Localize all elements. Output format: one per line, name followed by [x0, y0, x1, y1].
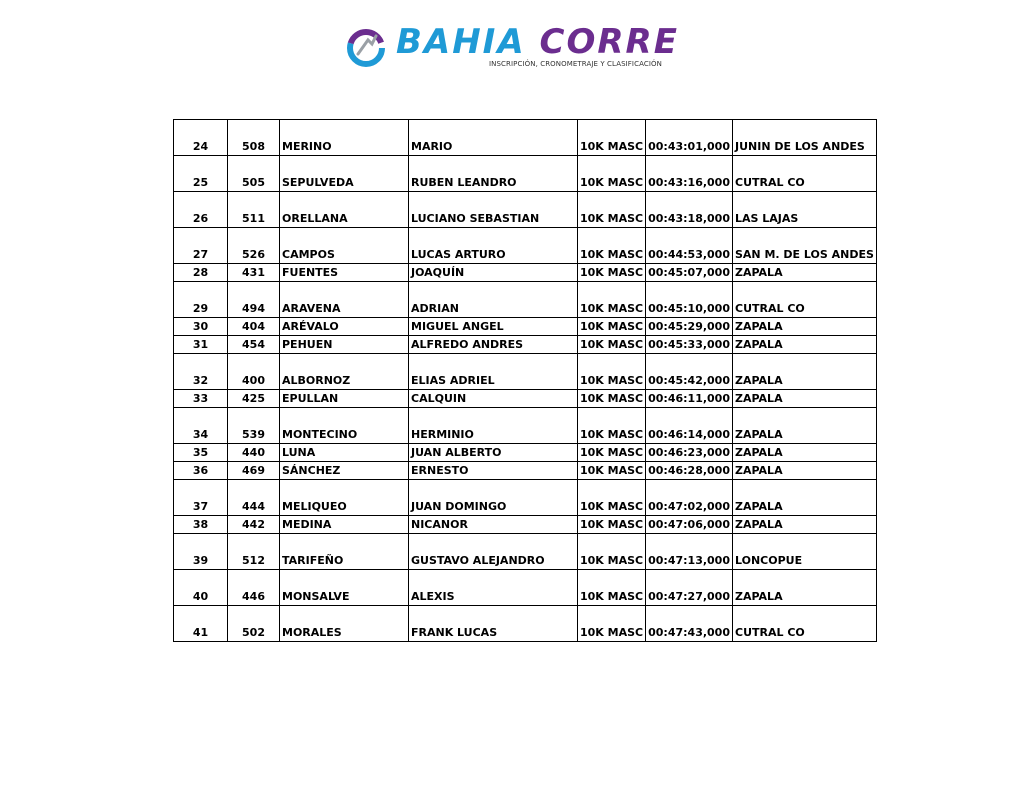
position-cell: 27 — [174, 228, 228, 264]
position-cell: 33 — [174, 390, 228, 408]
position-cell: 38 — [174, 516, 228, 534]
bib-number-cell: 431 — [228, 264, 280, 282]
bib-number-cell: 446 — [228, 570, 280, 606]
first-name-cell: NICANOR — [409, 516, 578, 534]
bib-number-cell: 511 — [228, 192, 280, 228]
finish-time-cell: 00:47:43,000 — [646, 606, 733, 642]
position-cell: 39 — [174, 534, 228, 570]
category-cell: 10K MASC — [578, 336, 646, 354]
bib-number-cell: 502 — [228, 606, 280, 642]
position-cell: 26 — [174, 192, 228, 228]
city-cell: CUTRAL CO — [733, 282, 877, 318]
first-name-cell: RUBEN LEANDRO — [409, 156, 578, 192]
surname-cell: MERINO — [280, 120, 409, 156]
bib-number-cell: 539 — [228, 408, 280, 444]
logo-word-bahia: BAHIA — [396, 22, 526, 62]
category-cell: 10K MASC — [578, 390, 646, 408]
position-cell: 40 — [174, 570, 228, 606]
first-name-cell: ELIAS ADRIEL — [409, 354, 578, 390]
category-cell: 10K MASC — [578, 606, 646, 642]
table-row — [174, 516, 877, 534]
bib-number-cell: 526 — [228, 228, 280, 264]
surname-cell: SÁNCHEZ — [280, 462, 409, 480]
city-cell: ZAPALA — [733, 462, 877, 480]
finish-time-cell: 00:45:07,000 — [646, 264, 733, 282]
surname-cell: ALBORNOZ — [280, 354, 409, 390]
city-cell: ZAPALA — [733, 354, 877, 390]
city-cell: LONCOPUE — [733, 534, 877, 570]
category-cell: 10K MASC — [578, 516, 646, 534]
category-cell: 10K MASC — [578, 534, 646, 570]
category-cell: 10K MASC — [578, 570, 646, 606]
bib-number-cell: 469 — [228, 462, 280, 480]
first-name-cell: JUAN DOMINGO — [409, 480, 578, 516]
finish-time-cell: 00:47:13,000 — [646, 534, 733, 570]
position-cell: 35 — [174, 444, 228, 462]
brand-logo — [346, 24, 680, 72]
category-cell: 10K MASC — [578, 480, 646, 516]
position-cell: 32 — [174, 354, 228, 390]
city-cell: SAN M. DE LOS ANDES — [733, 228, 877, 264]
surname-cell: ARÉVALO — [280, 318, 409, 336]
surname-cell: MEDINA — [280, 516, 409, 534]
city-cell: ZAPALA — [733, 516, 877, 534]
table-row — [174, 390, 877, 408]
finish-time-cell: 00:46:23,000 — [646, 444, 733, 462]
city-cell: CUTRAL CO — [733, 156, 877, 192]
first-name-cell: JOAQUÍN — [409, 264, 578, 282]
bib-number-cell: 494 — [228, 282, 280, 318]
city-cell: ZAPALA — [733, 336, 877, 354]
table-row — [174, 408, 877, 444]
results-table — [173, 119, 877, 642]
surname-cell: LUNA — [280, 444, 409, 462]
first-name-cell: LUCIANO SEBASTIAN — [409, 192, 578, 228]
table-row — [174, 444, 877, 462]
table-row — [174, 570, 877, 606]
first-name-cell: JUAN ALBERTO — [409, 444, 578, 462]
table-row — [174, 282, 877, 318]
bib-number-cell: 404 — [228, 318, 280, 336]
table-row — [174, 480, 877, 516]
category-cell: 10K MASC — [578, 192, 646, 228]
first-name-cell: ALEXIS — [409, 570, 578, 606]
first-name-cell: ERNESTO — [409, 462, 578, 480]
category-cell: 10K MASC — [578, 156, 646, 192]
city-cell: CUTRAL CO — [733, 606, 877, 642]
first-name-cell: ADRIAN — [409, 282, 578, 318]
category-cell: 10K MASC — [578, 282, 646, 318]
city-cell: ZAPALA — [733, 444, 877, 462]
table-row — [174, 120, 877, 156]
bib-number-cell: 425 — [228, 390, 280, 408]
first-name-cell: GUSTAVO ALEJANDRO — [409, 534, 578, 570]
position-cell: 34 — [174, 408, 228, 444]
finish-time-cell: 00:45:10,000 — [646, 282, 733, 318]
city-cell: ZAPALA — [733, 264, 877, 282]
table-row — [174, 336, 877, 354]
table-row — [174, 156, 877, 192]
finish-time-cell: 00:45:29,000 — [646, 318, 733, 336]
first-name-cell: HERMINIO — [409, 408, 578, 444]
surname-cell: EPULLAN — [280, 390, 409, 408]
city-cell: ZAPALA — [733, 480, 877, 516]
city-cell: ZAPALA — [733, 318, 877, 336]
position-cell: 41 — [174, 606, 228, 642]
category-cell: 10K MASC — [578, 408, 646, 444]
surname-cell: MONSALVE — [280, 570, 409, 606]
finish-time-cell: 00:46:14,000 — [646, 408, 733, 444]
position-cell: 28 — [174, 264, 228, 282]
bib-number-cell: 400 — [228, 354, 280, 390]
surname-cell: MONTECINO — [280, 408, 409, 444]
first-name-cell: ALFREDO ANDRES — [409, 336, 578, 354]
surname-cell: ORELLANA — [280, 192, 409, 228]
finish-time-cell: 00:46:11,000 — [646, 390, 733, 408]
table-row — [174, 462, 877, 480]
first-name-cell: FRANK LUCAS — [409, 606, 578, 642]
finish-time-cell: 00:44:53,000 — [646, 228, 733, 264]
finish-time-cell: 00:47:27,000 — [646, 570, 733, 606]
first-name-cell: MARIO — [409, 120, 578, 156]
city-cell: LAS LAJAS — [733, 192, 877, 228]
runner-swirl-icon — [346, 28, 386, 68]
surname-cell: ARAVENA — [280, 282, 409, 318]
finish-time-cell: 00:46:28,000 — [646, 462, 733, 480]
category-cell: 10K MASC — [578, 264, 646, 282]
position-cell: 37 — [174, 480, 228, 516]
first-name-cell: CALQUIN — [409, 390, 578, 408]
table-row — [174, 228, 877, 264]
city-cell: ZAPALA — [733, 570, 877, 606]
category-cell: 10K MASC — [578, 444, 646, 462]
position-cell: 30 — [174, 318, 228, 336]
bib-number-cell: 454 — [228, 336, 280, 354]
bib-number-cell: 512 — [228, 534, 280, 570]
city-cell: JUNIN DE LOS ANDES — [733, 120, 877, 156]
position-cell: 24 — [174, 120, 228, 156]
bib-number-cell: 440 — [228, 444, 280, 462]
first-name-cell: LUCAS ARTURO — [409, 228, 578, 264]
bib-number-cell: 442 — [228, 516, 280, 534]
city-cell: ZAPALA — [733, 390, 877, 408]
surname-cell: SEPULVEDA — [280, 156, 409, 192]
surname-cell: FUENTES — [280, 264, 409, 282]
bib-number-cell: 508 — [228, 120, 280, 156]
finish-time-cell: 00:45:42,000 — [646, 354, 733, 390]
surname-cell: MELIQUEO — [280, 480, 409, 516]
category-cell: 10K MASC — [578, 318, 646, 336]
city-cell: ZAPALA — [733, 408, 877, 444]
position-cell: 25 — [174, 156, 228, 192]
first-name-cell: MIGUEL ANGEL — [409, 318, 578, 336]
surname-cell: PEHUEN — [280, 336, 409, 354]
finish-time-cell: 00:43:18,000 — [646, 192, 733, 228]
table-row — [174, 192, 877, 228]
surname-cell: MORALES — [280, 606, 409, 642]
finish-time-cell: 00:47:02,000 — [646, 480, 733, 516]
category-cell: 10K MASC — [578, 354, 646, 390]
bib-number-cell: 505 — [228, 156, 280, 192]
category-cell: 10K MASC — [578, 228, 646, 264]
logo-title — [396, 22, 679, 62]
position-cell: 31 — [174, 336, 228, 354]
position-cell: 29 — [174, 282, 228, 318]
logo-subtitle: INSCRIPCIÓN, CRONOMETRAJE Y CLASIFICACIÓN — [489, 60, 662, 68]
table-row — [174, 606, 877, 642]
finish-time-cell: 00:47:06,000 — [646, 516, 733, 534]
results-body — [174, 120, 877, 642]
table-row — [174, 318, 877, 336]
bib-number-cell: 444 — [228, 480, 280, 516]
table-row — [174, 264, 877, 282]
position-cell: 36 — [174, 462, 228, 480]
surname-cell: TARIFEÑO — [280, 534, 409, 570]
table-row — [174, 534, 877, 570]
finish-time-cell: 00:43:01,000 — [646, 120, 733, 156]
finish-time-cell: 00:45:33,000 — [646, 336, 733, 354]
category-cell: 10K MASC — [578, 120, 646, 156]
surname-cell: CAMPOS — [280, 228, 409, 264]
category-cell: 10K MASC — [578, 462, 646, 480]
logo-word-corre: CORRE — [539, 22, 679, 62]
table-row — [174, 354, 877, 390]
finish-time-cell: 00:43:16,000 — [646, 156, 733, 192]
